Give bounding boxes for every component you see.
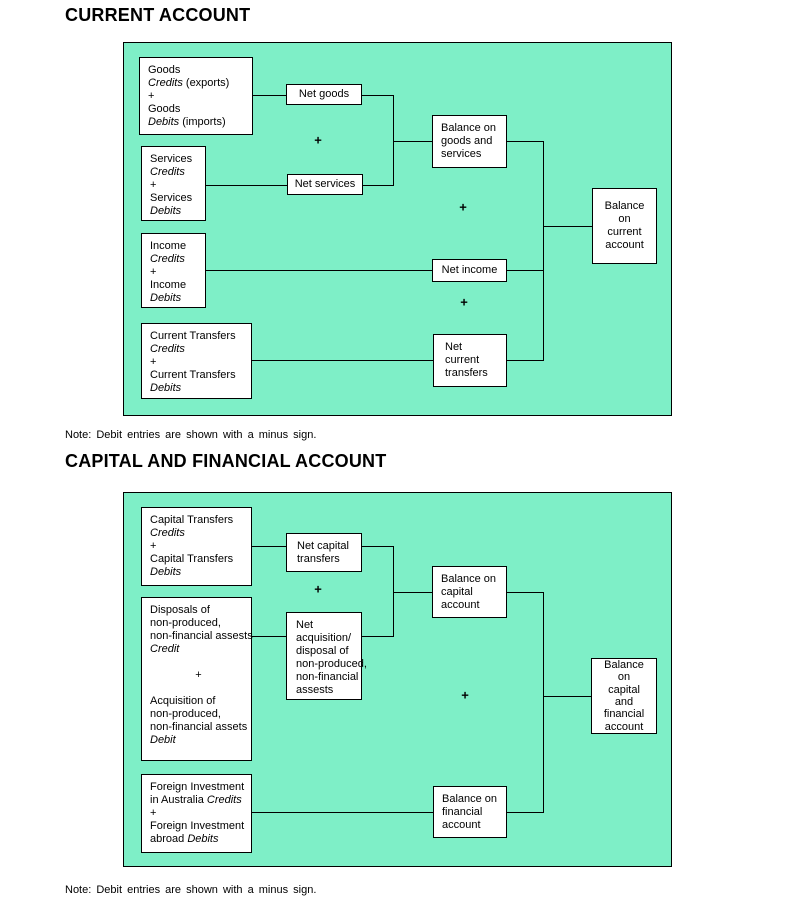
net-current-transfers-box: Net current transfers: [433, 334, 507, 387]
diagram-note: Note: Debit entries are shown with a minus sign.: [65, 429, 317, 441]
balance-capital-account-box: Balance on capital account: [432, 566, 507, 618]
balance-goods-services-box: Balance on goods and services: [432, 115, 507, 168]
connector-line: [507, 360, 543, 361]
connector-line: [507, 141, 543, 142]
plus-operator: +: [314, 581, 322, 597]
plus-operator: +: [461, 687, 469, 703]
net-goods-box: Net goods: [286, 84, 362, 105]
connector-line: [543, 696, 591, 697]
connector-line: [252, 360, 433, 361]
connector-line: [507, 592, 543, 593]
connector-line: [393, 141, 432, 142]
net-services-box: Net services: [287, 174, 363, 195]
connector-line: [543, 141, 544, 361]
connector-line: [362, 95, 393, 96]
services-box: Services Credits + Services Debits: [141, 146, 206, 221]
connector-line: [206, 270, 432, 271]
section-title-capital-financial-account: CAPITAL AND FINANCIAL ACCOUNT: [65, 451, 387, 471]
connector-line: [362, 546, 393, 547]
connector-line: [253, 95, 286, 96]
connector-line: [252, 546, 286, 547]
net-capital-transfers-box: Net capital transfers: [286, 533, 362, 572]
connector-line: [362, 636, 393, 637]
connector-line: [252, 636, 286, 637]
connector-line: [393, 592, 432, 593]
balance-capital-financial-account-box: Balance on capital and financial account: [591, 658, 657, 734]
diagram-note: Note: Debit entries are shown with a minus sign.: [65, 884, 317, 896]
foreign-investment-box: Foreign Investment in Australia Credits + Foreign Investment abroad Debits: [141, 774, 252, 853]
section-title-current-account: CURRENT ACCOUNT: [65, 5, 251, 25]
plus-operator: +: [314, 132, 322, 148]
disposals-acquisition-box: Disposals of non-produced, non-financial assests Credit + Acquisition of non-produced, non-financial assets Debit: [141, 597, 252, 761]
connector-line: [507, 270, 543, 271]
plus-operator: +: [459, 199, 467, 215]
connector-line: [543, 226, 592, 227]
net-income-box: Net income: [432, 259, 507, 282]
balance-current-account-box: Balance on current account: [592, 188, 657, 264]
income-box: Income Credits + Income Debits: [141, 233, 206, 308]
connector-line: [507, 812, 543, 813]
connector-line: [252, 812, 433, 813]
net-acquisition-disposal-box: Net acquisition/ disposal of non-produced, non-financial assests: [286, 612, 362, 700]
current-transfers-box: Current Transfers Credits + Current Transfers Debits: [141, 323, 252, 399]
connector-line: [363, 185, 393, 186]
balance-financial-account-box: Balance on financial account: [433, 786, 507, 838]
plus-operator: +: [460, 294, 468, 310]
connector-line: [206, 185, 287, 186]
connector-line: [543, 592, 544, 813]
goods-box: Goods Credits (exports) + Goods Debits (imports): [139, 57, 253, 135]
capital-transfers-box: Capital Transfers Credits + Capital Transfers Debits: [141, 507, 252, 586]
